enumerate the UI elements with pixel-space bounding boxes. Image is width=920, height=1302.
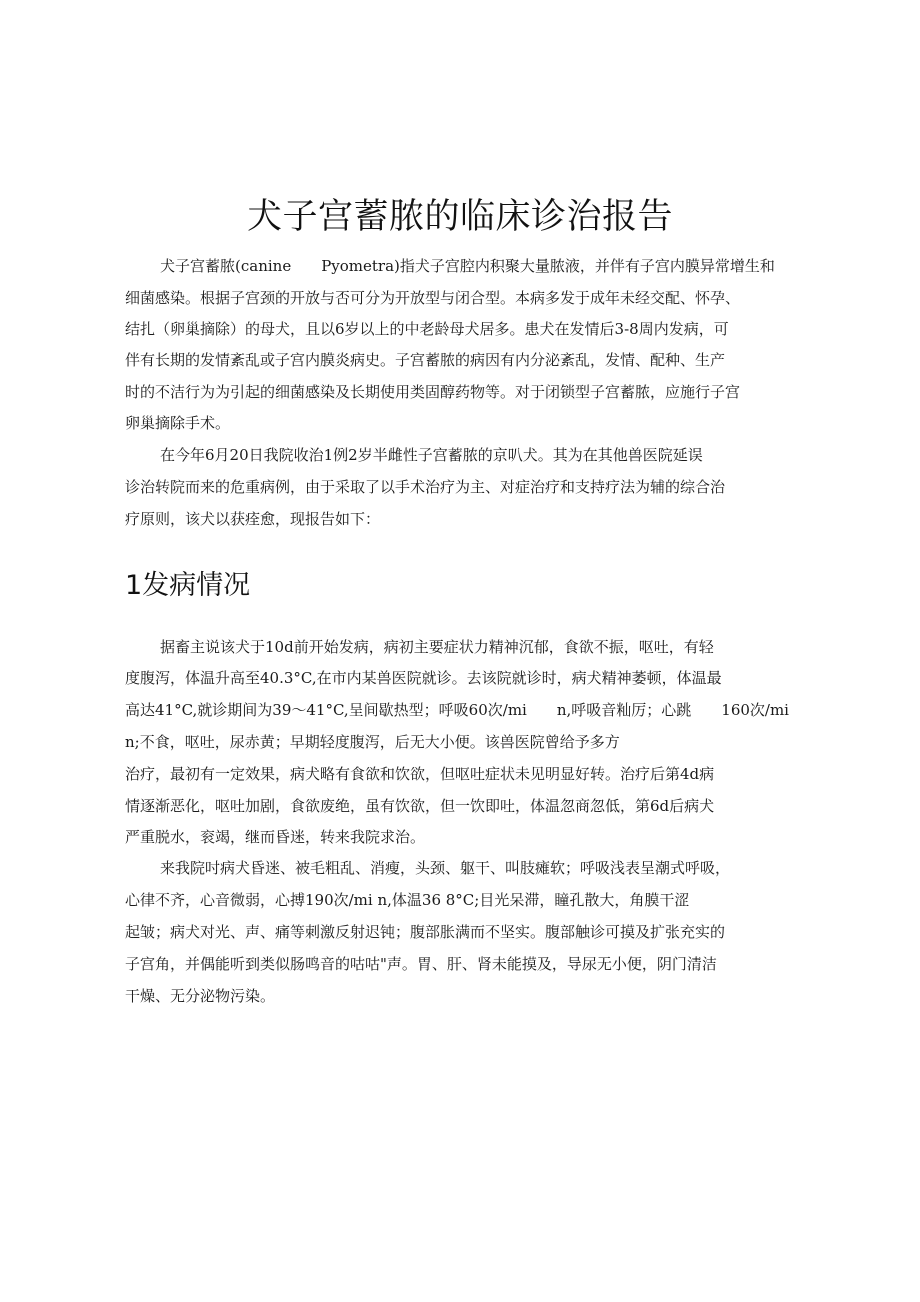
section1-p2-line-2: 心律不齐，心音微弱，心搏190次/mi n,体温36 8°C;目光呆滞，瞳孔散大，角膜干涩 bbox=[125, 891, 690, 909]
intro-p1-line-4: 伴有长期的发情紊乱或子宫内膜炎病史。子宫蓄脓的病因有内分泌紊乱，发情、配种、生产 bbox=[125, 351, 726, 369]
section1-p1-line-3: 高达41°C,就诊期间为39～41°C,呈间歇热型；呼吸60次/mi n,呼吸音籼厉；心跳 160次/mi bbox=[125, 701, 789, 719]
section1-p1-line-5: 治疗，最初有一定效果，病犬略有食欲和饮欲，但呕吐症状未见明显好转。治疗后第4d病 bbox=[125, 765, 715, 783]
section1-p1-line-1: 据畜主说该犬于10d前开始发病，病初主要症状力精神沉郁，食欲不振，呕吐，有轻 bbox=[160, 638, 714, 656]
section1-p2-line-5: 干燥、无分泌物污染。 bbox=[125, 987, 276, 1005]
section1-p2-line-1: 来我院吋病犬昏迷、被毛粗乱、消瘦，头颈、躯干、叫肢瘫软；呼吸浅表呈潮式呼吸， bbox=[160, 859, 731, 877]
section1-p2-line-3: 起皱；病犬对光、声、痛等刺激反射迟钝；腹部胀满而不坚实。腹部触诊可摸及扩张充实的 bbox=[125, 923, 726, 941]
section1-p1-line-6: 情逐渐恶化，呕吐加剧，食欲废绝，虽有饮欲，但一饮即吐，体温忽商忽低，第6d后病犬 bbox=[125, 797, 715, 815]
section1-p1-line-2: 度腹泻，体温升高至40.3°C,在市内某兽医院就诊。去该院就诊时，病犬精神萎顿，体温最 bbox=[125, 669, 722, 687]
intro-p2-line-3: 疗原则，该犬以获痊愈，现报告如下： bbox=[125, 510, 381, 528]
section1-p1-line-7: 严重脱水，衮竭，继而昏迷，转来我院求治。 bbox=[125, 828, 426, 846]
intro-p1-line-1: 犬子宫蓄脓(canine Pyometra)指犬子宫腔内积聚大量脓液，并伴有子宫内膜异常增生和 bbox=[160, 257, 775, 275]
intro-p1-line-5: 时的不洁行为为引起的细菌感染及长期使用类固醇药物等。对于闭锁型子宫蓄脓，应施行子宫 bbox=[125, 383, 741, 401]
intro-p2-line-1: 在今年6月20日我院收治1例2岁半雌性子宫蓄脓的京叭犬。其为在其他兽医院延误 bbox=[160, 446, 703, 464]
section-heading: 1发病情况 bbox=[125, 570, 251, 601]
document-title: 犬子宫蓄脓的临床诊治报告 bbox=[246, 197, 673, 237]
intro-p1-line-2: 细菌感染。根据子宫颈的开放与否可分为开放型与闭合型。本病多发于成年未经交配、怀孕、 bbox=[125, 289, 741, 307]
section1-p1-line-4: n;不食，呕吐，尿赤黄；早期轻度腹泻，后无大小便。该兽医院曾给予多方 bbox=[125, 733, 620, 751]
intro-p1-line-3: 结扎（卵巢摘除）的母犬，且以6岁以上的中老龄母犬居多。患犬在发情后3-8周内发病，可 bbox=[125, 320, 729, 338]
intro-p1-line-6: 卵巢摘除手术。 bbox=[125, 414, 231, 432]
section1-p2-line-4: 子宫角，并偶能听到类似肠鸣音的咕咕"声。胃、肝、肾未能摸及，导尿无小便，阴门清洁 bbox=[125, 955, 717, 973]
intro-p2-line-2: 诊治转院而来的危重病例，由于采取了以手术治疗为主、对症治疗和支持疗法为辅的综合治 bbox=[125, 478, 726, 496]
